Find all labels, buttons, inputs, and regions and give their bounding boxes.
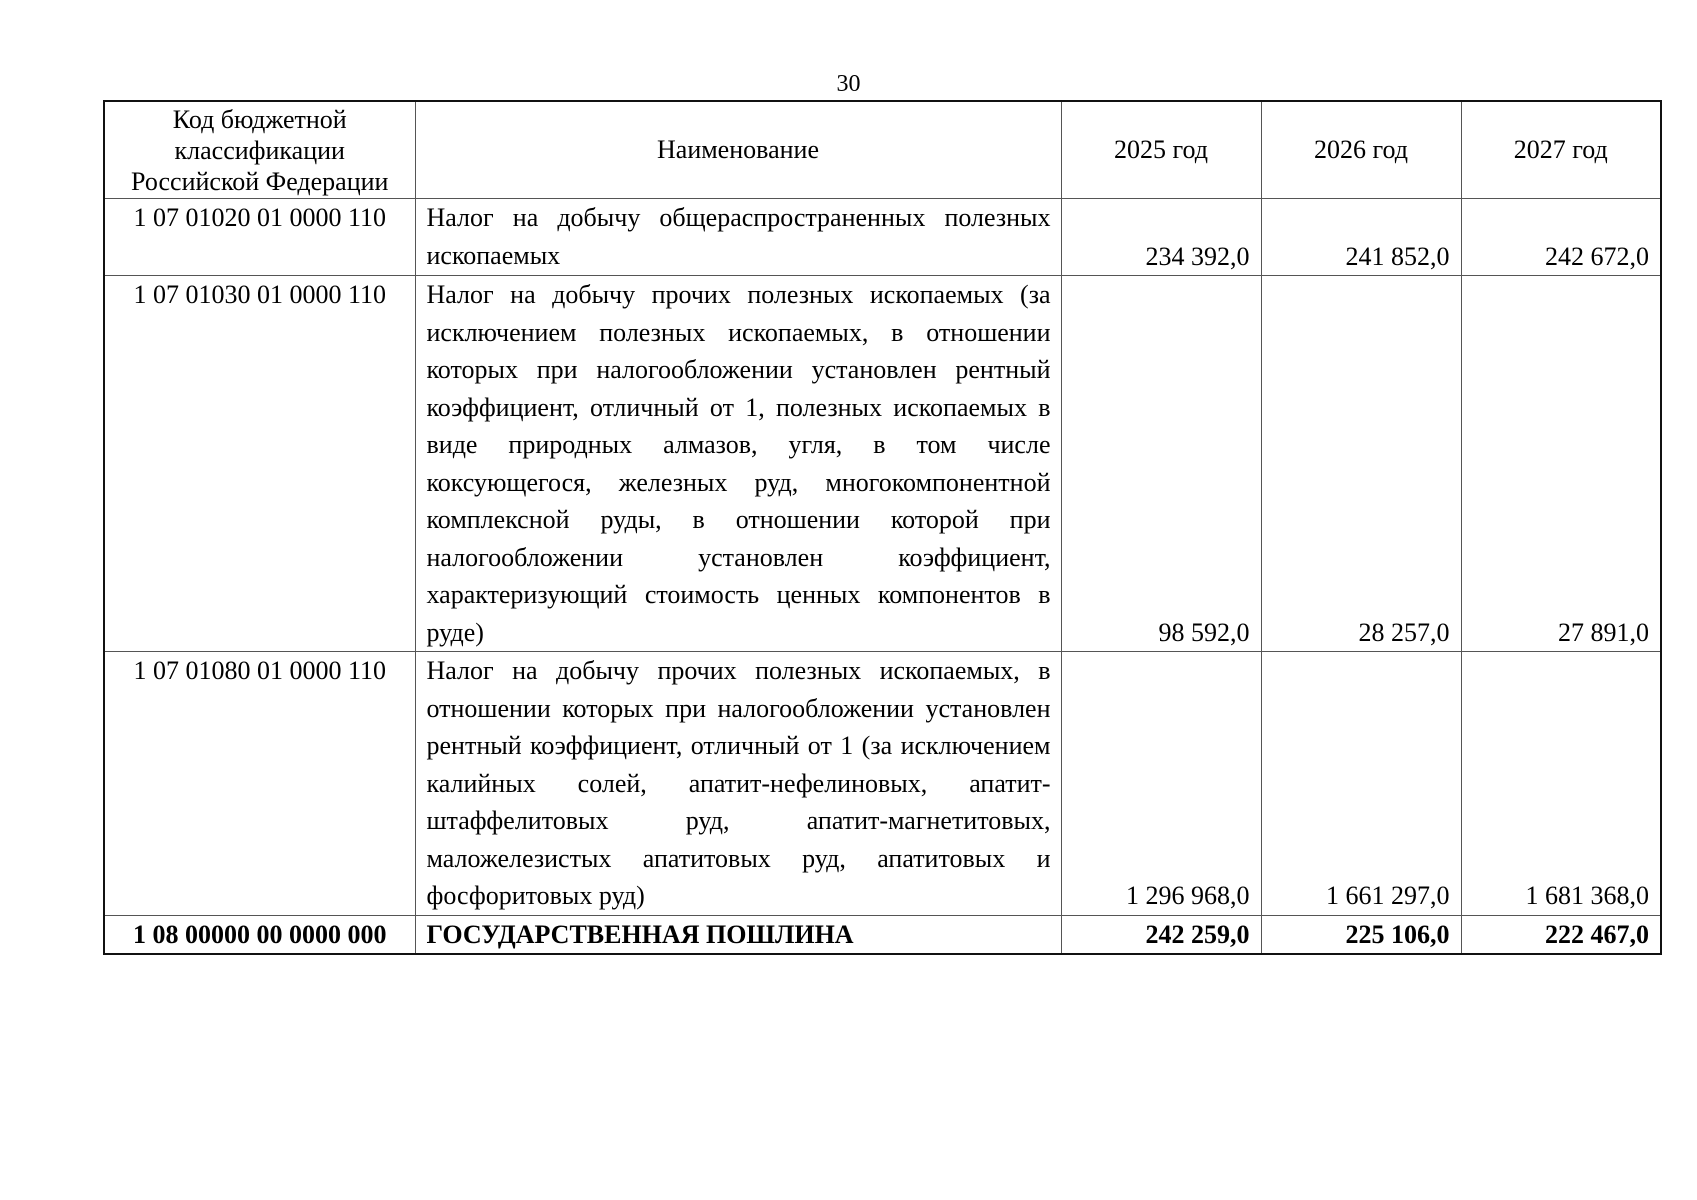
value-2026-cell: 1 661 297,0	[1261, 652, 1461, 916]
value-2026-cell: 241 852,0	[1261, 199, 1461, 276]
item-name-cell: ГОСУДАРСТВЕННАЯ ПОШЛИНА	[415, 915, 1061, 954]
budget-code-cell: 1 07 01030 01 0000 110	[104, 276, 415, 652]
column-header-2026: 2026 год	[1261, 101, 1461, 199]
budget-revenue-table	[103, 100, 1662, 955]
value-2027-cell: 222 467,0	[1461, 915, 1661, 954]
item-name-cell: Налог на добычу прочих полезных ископаемых, в отношении которых при налогообложении установлен рентный коэффициент, отличный от 1 (за исключением калийных солей, апатит-нефелиновых, апатит-штаффелитовых руд, апатит-магнетитовых, маложелезистых апатитовых руд, апатитовых и фосфоритовых руд)	[415, 652, 1061, 916]
value-2025-cell: 1 296 968,0	[1061, 652, 1261, 916]
table-row	[104, 276, 1661, 652]
item-name-cell: Налог на добычу общераспространенных полезных ископаемых	[415, 199, 1061, 276]
page-number: 30	[836, 71, 861, 97]
table-row	[104, 652, 1661, 916]
column-header-name: Наименование	[415, 101, 1061, 199]
budget-code-cell: 1 08 00000 00 0000 000	[104, 915, 415, 954]
value-2026-cell: 225 106,0	[1261, 915, 1461, 954]
value-2027-cell: 242 672,0	[1461, 199, 1661, 276]
column-header-2025: 2025 год	[1061, 101, 1261, 199]
value-2027-cell: 1 681 368,0	[1461, 652, 1661, 916]
table-header-row	[104, 101, 1661, 199]
table-row	[104, 199, 1661, 276]
value-2025-cell: 98 592,0	[1061, 276, 1261, 652]
column-header-code: Код бюджетной классификации Российской Федерации	[104, 101, 415, 199]
value-2027-cell: 27 891,0	[1461, 276, 1661, 652]
value-2025-cell: 234 392,0	[1061, 199, 1261, 276]
table-row-total	[104, 915, 1661, 954]
value-2026-cell: 28 257,0	[1261, 276, 1461, 652]
budget-code-cell: 1 07 01020 01 0000 110	[104, 199, 415, 276]
value-2025-cell: 242 259,0	[1061, 915, 1261, 954]
budget-code-cell: 1 07 01080 01 0000 110	[104, 652, 415, 916]
item-name-cell: Налог на добычу прочих полезных ископаемых (за исключением полезных ископаемых, в отношении которых при налогообложении установлен рентный коэффициент, отличный от 1, полезных ископаемых в виде природных алмазов, угля, в том числе коксующегося, железных руд, многокомпонентной комплексной руды, в отношении которой при налогообложении установлен коэффициент, характеризующий стоимость ценных компонентов в руде)	[415, 276, 1061, 652]
column-header-2027: 2027 год	[1461, 101, 1661, 199]
